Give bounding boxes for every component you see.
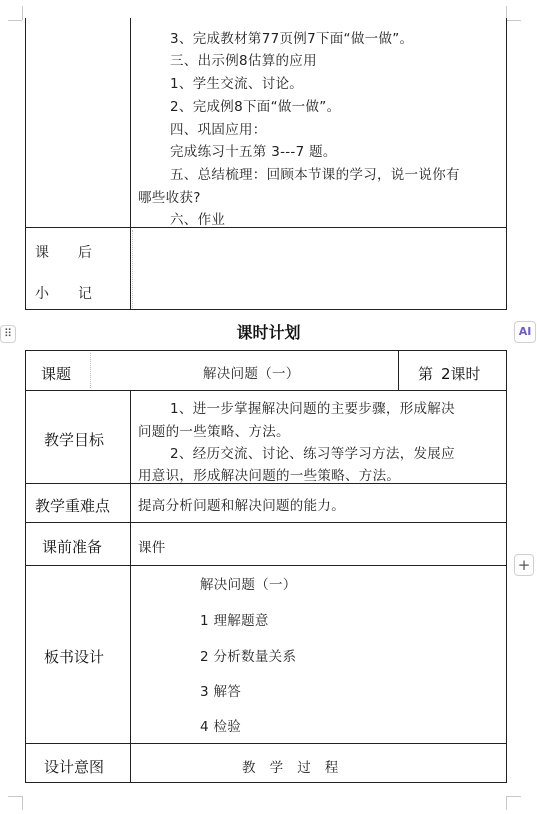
crop-mark [22, 6, 23, 20]
board-line: 1 理解题意 [200, 613, 269, 629]
topic-value: 解决问题（一） [203, 366, 300, 382]
lesson-step-line: 三、出示例8估算的应用 [170, 53, 317, 69]
lesson-step-line: 2、完成例8下面“做一做”。 [170, 99, 341, 115]
plus-icon: + [517, 556, 531, 574]
crop-mark [8, 20, 22, 21]
dotted-guide [90, 353, 91, 388]
label-column-divider [130, 390, 131, 783]
goals-line: 2、经历交流、讨论、练习等学习方法，发展应 [170, 446, 455, 462]
key-points-label: 教学重难点 [35, 497, 111, 515]
dotted-guide [132, 230, 133, 308]
notes-label: 小 记 [35, 286, 93, 302]
board-line: 解决问题（一） [200, 577, 297, 593]
board-line: 4 检验 [200, 719, 242, 735]
lesson-step-line: 1、学生交流、讨论。 [170, 76, 304, 92]
crop-mark [507, 20, 521, 21]
goals-line: 用意识，形成解决问题的一些策略、方法。 [138, 468, 401, 484]
lesson-step-line: 六、作业 [170, 212, 226, 228]
top-table-divider [130, 18, 131, 310]
lesson-step-line: 完成练习十五第 3---7 题。 [170, 144, 337, 160]
preparation-label: 课前准备 [42, 538, 103, 556]
board-design-label: 板书设计 [44, 648, 105, 666]
goals-line: 问题的一些策略、方法。 [138, 424, 290, 440]
ai-icon: AI [518, 325, 532, 338]
row-divider [25, 390, 507, 391]
notes-label: 课 后 [35, 245, 93, 261]
period-column-divider [398, 350, 399, 390]
lesson-step-line: 四、巩固应用： [170, 122, 267, 138]
goals-line: 1、进一步掌握解决问题的主要步骤，形成解决 [170, 401, 455, 417]
crop-mark [8, 796, 22, 797]
crop-mark [507, 796, 521, 797]
crop-mark [506, 796, 507, 810]
row-divider [25, 522, 507, 523]
key-points-value: 提高分析问题和解决问题的能力。 [138, 498, 345, 514]
design-intent-label: 设计意图 [44, 758, 105, 776]
page-title: 课时计划 [236, 323, 301, 342]
lesson-step-line: 哪些收获? [138, 190, 201, 206]
period-value: 2课时 [441, 365, 481, 383]
period-prefix: 第 [418, 365, 434, 383]
top-table-row-divider [25, 227, 507, 228]
board-line: 2 分析数量关系 [200, 649, 297, 665]
topic-label: 课题 [41, 365, 72, 383]
add-block-button[interactable] [514, 554, 534, 576]
preparation-value: 课件 [138, 540, 166, 556]
lesson-step-line: 五、总结梳理：回顾本节课的学习，说一说你有 [170, 167, 460, 183]
teaching-process-label: 教 学 过 程 [242, 760, 339, 776]
drag-handle-icon: ⠿ [3, 327, 13, 340]
goals-label: 教学目标 [44, 431, 105, 449]
crop-mark [22, 796, 23, 810]
row-divider [25, 565, 507, 566]
row-divider [25, 743, 507, 744]
lesson-step-line: 3、完成教材第77页例7下面“做一做”。 [170, 31, 414, 47]
board-line: 3 解答 [200, 684, 242, 700]
